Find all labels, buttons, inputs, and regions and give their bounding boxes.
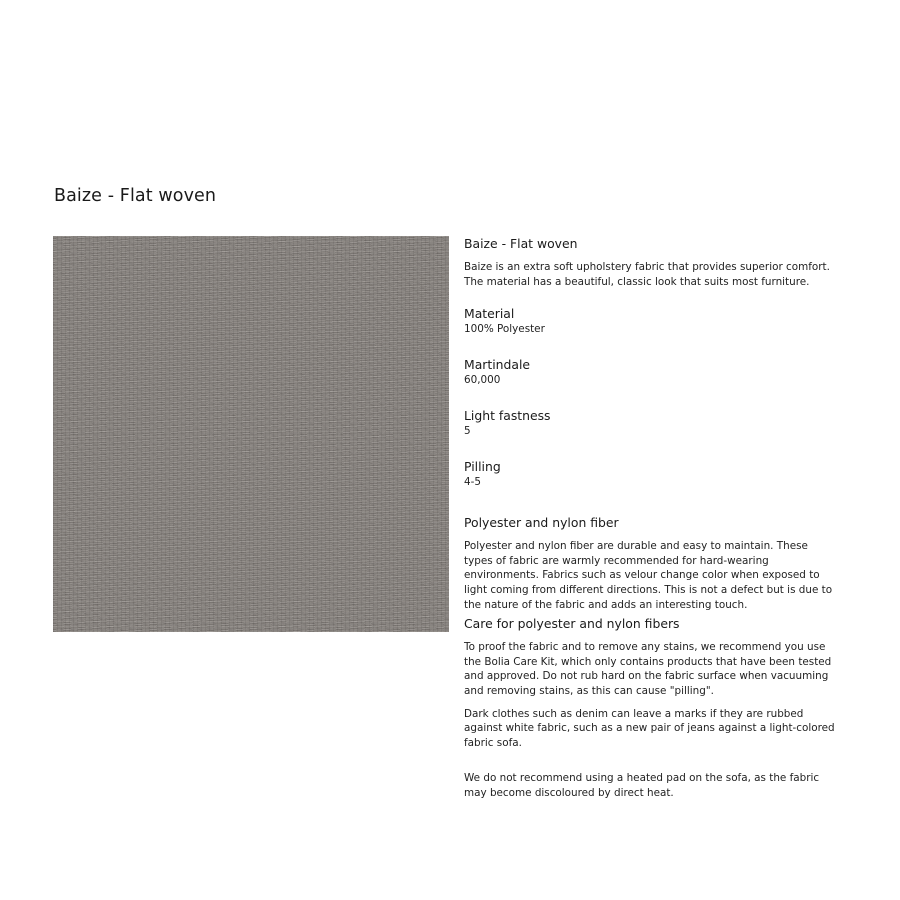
spec-label-light-fastness: Light fastness <box>464 408 551 424</box>
product-name: Baize - Flat woven <box>464 236 578 251</box>
spec-value-martindale: 60,000 <box>464 374 501 387</box>
product-details <box>464 236 836 801</box>
care-text-heated-pad: We do not recommend using a heated pad on the sofa, as the fabric may become discoloured by direct heat. <box>464 772 820 799</box>
spec-value-light-fastness: 5 <box>464 425 471 438</box>
page-title: Baize - Flat woven <box>54 186 217 206</box>
care-heading: Care for polyester and nylon fibers <box>464 616 680 632</box>
spec-label-material: Material <box>464 306 515 322</box>
fabric-swatch-image <box>53 236 449 632</box>
spec-label-martindale: Martindale <box>464 357 531 373</box>
spec-value-material: 100% Polyester <box>464 323 545 336</box>
fiber-heading: Polyester and nylon fiber <box>464 515 619 531</box>
spec-label-pilling: Pilling <box>464 459 501 475</box>
care-text-dark-clothes: Dark clothes such as denim can leave a marks if they are rubbed against white fabric, such as a new pair of jeans against a light-colored fabric sofa. <box>464 707 835 749</box>
fiber-text: Polyester and nylon fiber are durable and easy to maintain. These types of fabric are warmly recommended for hard-wearing environments. Fabrics such as velour change color when exposed to light coming from different directions. This is not a defect but is due to the nature of the fabric and adds an interesting touch. <box>464 540 833 611</box>
care-text-proofing: To proof the fabric and to remove any stains, we recommend you use the Bolia Care Kit, which only contains products that have been tested and approved. Do not rub hard on the fabric surface when vacuuming and removing stains, as this can cause "pilling". <box>464 641 832 697</box>
spec-value-pilling: 4-5 <box>464 476 481 489</box>
product-description: Baize is an extra soft upholstery fabric that provides superior comfort. The material has a beautiful, classic look that suits most furniture. <box>464 261 830 288</box>
